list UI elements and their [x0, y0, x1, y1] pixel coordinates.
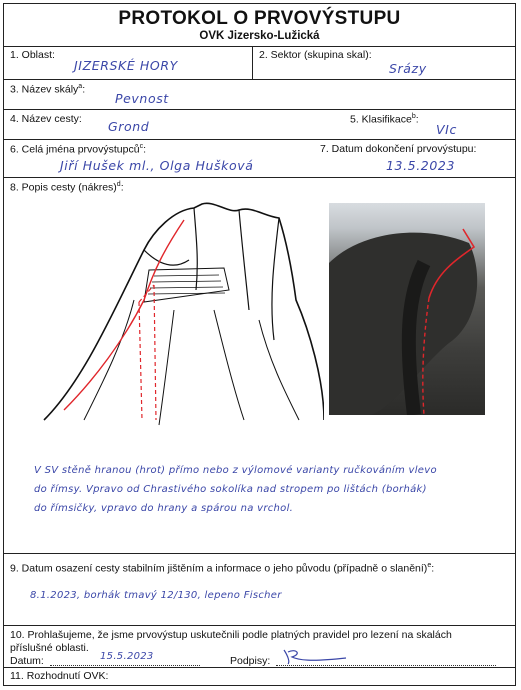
row-rozhodnuti [4, 668, 515, 685]
row-prvovystupci-datum [4, 140, 515, 178]
protocol-sheet [3, 3, 516, 686]
signatures-label: Podpisy: [230, 655, 271, 667]
page-title: PROTOKOL O PRVOVÝSTUPU [118, 8, 401, 29]
popis-line-2: do římsy. Vpravo od Chrastivého sokolíka nad stropem po lištách (borhák) [34, 484, 427, 495]
declaration-date-value: 15.5.2023 [100, 651, 154, 662]
declaration-line-2: příslušné oblasti. [10, 642, 89, 654]
field-oblast [4, 46, 252, 79]
value-cesta: Grond [108, 119, 150, 134]
row-skala [4, 80, 515, 110]
value-sektor: Srázy [389, 61, 427, 76]
header [4, 4, 515, 47]
label-klasifikace: 5. Klasifikace$^b$: [350, 113, 419, 126]
field-cesta [4, 110, 344, 139]
label-cesta: 4. Název cesty: [10, 113, 82, 125]
rock-outline [44, 203, 324, 420]
row-cesta-klasifikace [4, 110, 515, 140]
value-klasifikace: VIc [436, 122, 457, 137]
row-prohlaseni [4, 626, 515, 668]
popis-line-1: V SV stěně hranou (hrot) přímo nebo z výlomové varianty ručkováním vlevo [34, 465, 437, 476]
popis-line-3: do římsičky, vpravo do hrany a spárou na vrchol. [34, 503, 294, 514]
date-dotted-line [50, 665, 200, 666]
label-datum-dokonceni: 7. Datum dokončení prvovýstupu: [320, 143, 477, 155]
value-prvovystupci: Jiří Hušek ml., Olga Hušková [60, 158, 254, 173]
value-oblast: JIZERSKÉ HORY [74, 58, 178, 73]
roof-hatching [148, 275, 225, 294]
label-prvovystupci: 6. Celá jména prvovýstupců$^c$: [10, 143, 146, 156]
row-osazeni [4, 554, 515, 626]
value-datum-dokonceni: 13.5.2023 [386, 158, 456, 173]
route-photo [329, 203, 485, 415]
row-popis [4, 178, 515, 554]
label-sektor: 2. Sektor (skupina skal): [259, 49, 372, 61]
route-photo-overlay [329, 203, 485, 415]
page-subtitle: OVK Jizersko-Lužická [199, 30, 320, 42]
value-skala: Pevnost [115, 91, 169, 106]
label-popis: 8. Popis cesty (nákres)$^d$: [10, 181, 124, 194]
route-line [64, 220, 184, 410]
label-skala: 3. Název skály$^a$: [10, 83, 86, 96]
signature-mark [280, 648, 350, 666]
field-klasifikace [344, 110, 515, 139]
declaration-date-label: Datum: [10, 655, 44, 667]
row-oblast-sektor [4, 46, 515, 80]
declaration-line-1: 10. Prohlašujeme, že jsme prvovýstup uskutečnili podle platných pravidel pro lezení na skalách [10, 629, 452, 641]
label-rozhodnuti: 11. Rozhodnutí OVK: [10, 670, 109, 682]
label-oblast: 1. Oblast: [10, 49, 55, 61]
route-sketch [24, 190, 324, 430]
label-osazeni: 9. Datum osazení cesty stabilním jištěním a informace o jeho původu (případně o slanění)$^e$: [10, 562, 435, 575]
field-datum-dokonceni [314, 140, 515, 177]
value-osazeni: 8.1.2023, borhák tmavý 12/130, lepeno Fischer [30, 590, 282, 601]
field-sektor [252, 46, 515, 79]
field-prvovystupci [4, 140, 314, 177]
rock-pillars [84, 300, 299, 425]
overhang-roof [144, 268, 229, 302]
